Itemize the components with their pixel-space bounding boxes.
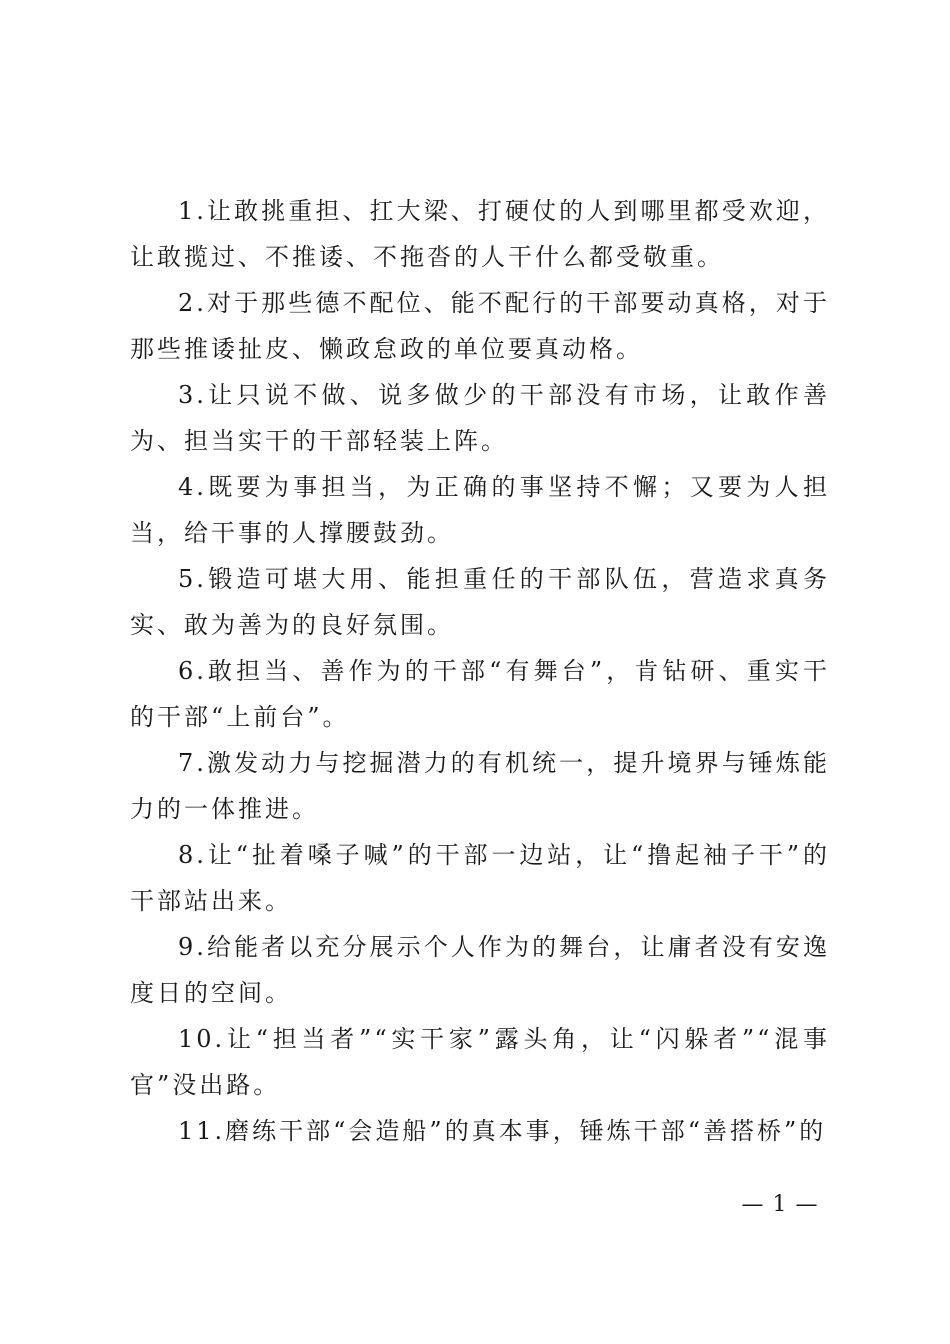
paragraph-10: 10.让“担当者”“实干家”露头角，让“闪躲者”“混事官”没出路。 bbox=[130, 1025, 830, 1099]
paragraph-4: 4.既要为事担当，为正确的事坚持不懈；又要为人担当，给干事的人撑腰鼓劲。 bbox=[130, 473, 830, 547]
paragraph-7: 7.激发动力与挖掘潜力的有机统一，提升境界与锤炼能力的一体推进。 bbox=[130, 749, 830, 823]
paragraph-2: 2.对于那些德不配位、能不配行的干部要动真格，对于那些推诿扯皮、懒政怠政的单位要真动格。 bbox=[130, 289, 830, 363]
paragraph-5: 5.锻造可堪大用、能担重任的干部队伍，营造求真务实、敢为善为的良好氛围。 bbox=[130, 565, 830, 639]
paragraph-9: 9.给能者以充分展示个人作为的舞台，让庸者没有安逸度日的空间。 bbox=[130, 933, 830, 1007]
paragraph-1: 1.让敢挑重担、扛大梁、打硬仗的人到哪里都受欢迎，让敢揽过、不推诿、不拖沓的人干什么都受敬重。 bbox=[130, 197, 830, 271]
paragraph-8: 8.让“扯着嗓子喊”的干部一边站，让“撸起袖子干”的干部站出来。 bbox=[130, 841, 830, 915]
paragraph-3: 3.让只说不做、说多做少的干部没有市场，让敢作善为、担当实干的干部轻装上阵。 bbox=[130, 381, 830, 455]
page-number: — 1 — bbox=[741, 1192, 819, 1217]
paragraph-6: 6.敢担当、善作为的干部“有舞台”，肯钻研、重实干的干部“上前台”。 bbox=[130, 657, 830, 731]
document-body bbox=[130, 188, 830, 1154]
paragraph-11: 11.磨练干部“会造船”的真本事，锤炼干部“善搭桥”的 bbox=[178, 1117, 827, 1145]
